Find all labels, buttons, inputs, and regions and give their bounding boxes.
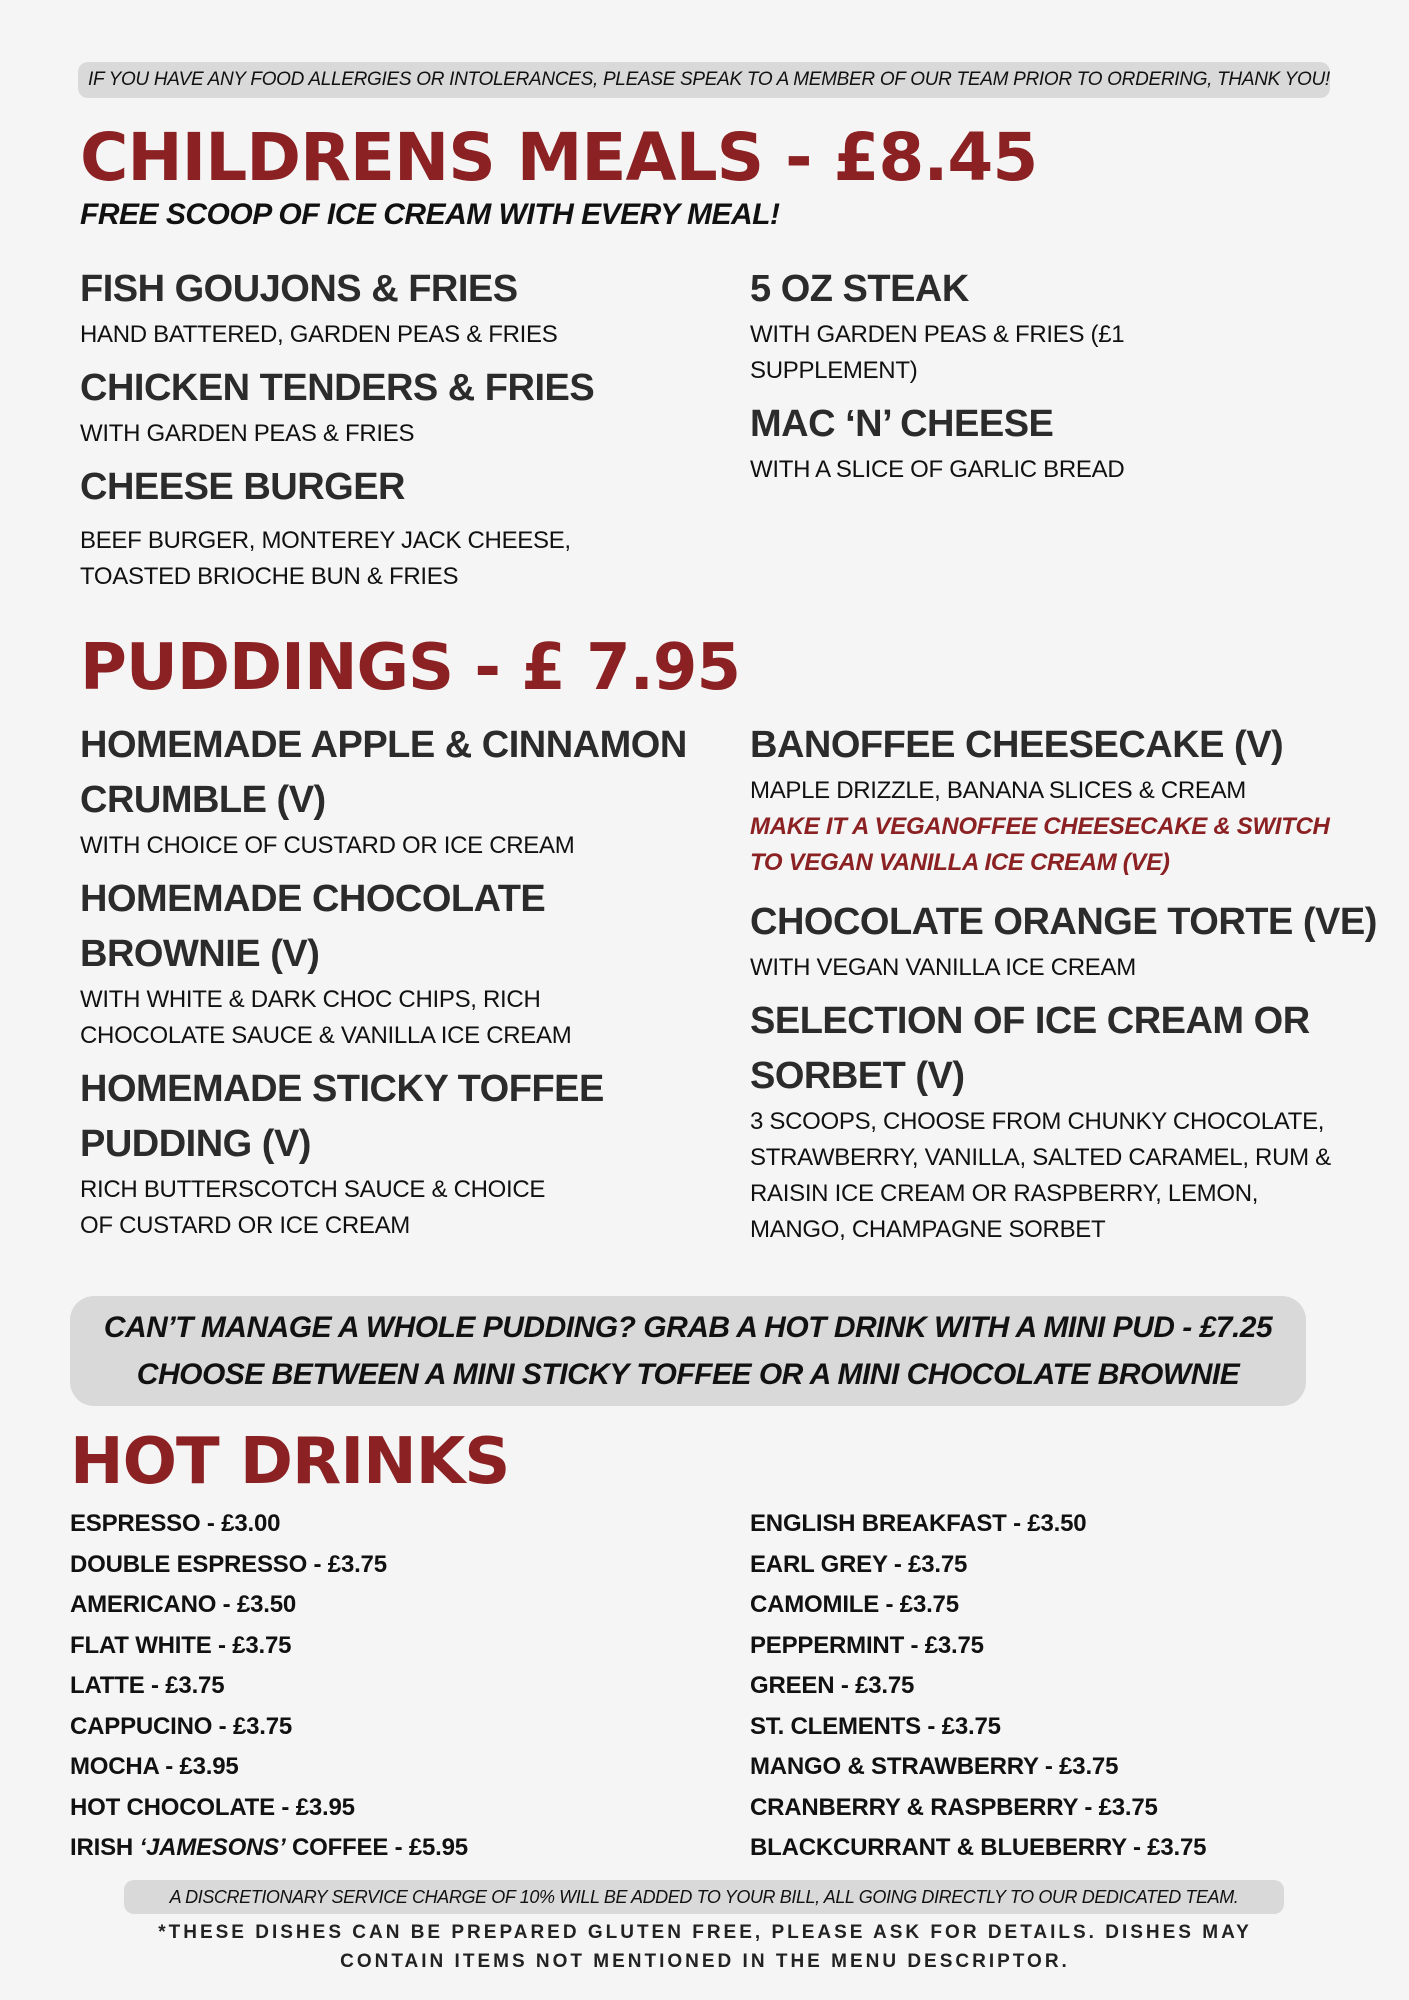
coffee-list	[70, 1504, 468, 1869]
menu-item-name: HOMEMADE CHOCOLATE BROWNIE (V)	[80, 878, 546, 975]
drink-item: ST. CLEMENTS - £3.75	[750, 1712, 1001, 1740]
childrens-right-column	[750, 262, 1390, 496]
menu-item-desc: MAPLE DRIZZLE, BANANA SLICES & CREAM	[750, 777, 1247, 804]
menu-item-desc: 3 SCOOPS, CHOOSE FROM CHUNKY CHOCOLATE, STRAWBERRY, VANILLA, SALTED CARAMEL, RUM & RAISIN ICE CREAM OR RASPBERRY, LEMON, MANGO, CHAMPAGNE SORBET	[750, 1108, 1331, 1243]
menu-item-desc: WITH GARDEN PEAS & FRIES	[80, 420, 415, 447]
vegan-option-note: MAKE IT A VEGANOFFEE CHEESECAKE & SWITCH TO VEGAN VANILLA ICE CREAM (VE)	[750, 813, 1330, 876]
mini-pud-line1: CAN’T MANAGE A WHOLE PUDDING? GRAB A HOT DRINK WITH A MINI PUD - £7.25	[103, 1311, 1273, 1344]
menu-item-desc: RICH BUTTERSCOTCH SAUCE & CHOICE OF CUSTARD OR ICE CREAM	[80, 1176, 546, 1239]
menu-item-name: FISH GOUJONS & FRIES	[80, 268, 518, 310]
drink-item: PEPPERMINT - £3.75	[750, 1631, 984, 1659]
childrens-left-column	[80, 262, 720, 603]
menu-item-desc: WITH VEGAN VANILLA ICE CREAM	[750, 954, 1136, 981]
drink-item: CAMOMILE - £3.75	[750, 1591, 959, 1618]
drink-item: HOT CHOCOLATE - £3.95	[70, 1793, 355, 1821]
drink-item: CAPPUCINO - £3.75	[70, 1712, 293, 1740]
drink-item: ESPRESSO - £3.00	[70, 1510, 281, 1537]
childrens-meals-subtitle: FREE SCOOP OF ICE CREAM WITH EVERY MEAL!	[80, 198, 780, 231]
menu-item-desc: HAND BATTERED, GARDEN PEAS & FRIES	[80, 321, 558, 348]
menu-item-name: HOMEMADE STICKY TOFFEE PUDDING (V)	[80, 1068, 604, 1165]
drink-item: ENGLISH BREAKFAST - £3.50	[750, 1510, 1087, 1537]
tea-list	[750, 1504, 1206, 1869]
menu-item-desc: WITH WHITE & DARK CHOC CHIPS, RICH CHOCOLATE SAUCE & VANILLA ICE CREAM	[80, 986, 572, 1049]
drink-item: CRANBERRY & RASPBERRY - £3.75	[750, 1793, 1158, 1821]
drink-item: BLACKCURRANT & BLUEBERRY - £3.75	[750, 1834, 1207, 1861]
hot-drinks-title: HOT DRINKS	[70, 1425, 510, 1499]
puddings-title: PUDDINGS - £ 7.95	[80, 631, 740, 705]
drink-item: MOCHA - £3.95	[70, 1753, 239, 1780]
mini-pud-line2: CHOOSE BETWEEN A MINI STICKY TOFFEE OR A MINI CHOCOLATE BROWNIE	[136, 1358, 1240, 1391]
menu-item-name: BANOFFEE CHEESECAKE (V)	[750, 724, 1284, 766]
menu-item-desc: WITH A SLICE OF GARLIC BREAD	[750, 456, 1125, 483]
gluten-free-note: *THESE DISHES CAN BE PREPARED GLUTEN FREE, PLEASE ASK FOR DETAILS. DISHES MAY CONTAIN ITEMS NOT MENTIONED IN THE MENU DESCRIPTOR.	[158, 1922, 1252, 1972]
menu-item-name: SELECTION OF ICE CREAM OR SORBET (V)	[750, 1000, 1310, 1097]
drink-item: DOUBLE ESPRESSO - £3.75	[70, 1550, 387, 1578]
menu-item-desc: WITH GARDEN PEAS & FRIES (£1 SUPPLEMENT)	[750, 321, 1125, 384]
menu-item-name: HOMEMADE APPLE & CINNAMON CRUMBLE (V)	[80, 724, 687, 821]
menu-item-name: CHEESE BURGER	[80, 466, 405, 508]
menu-item-desc: WITH CHOICE OF CUSTARD OR ICE CREAM	[80, 832, 575, 859]
menu-item-desc: BEEF BURGER, MONTEREY JACK CHEESE, TOASTED BRIOCHE BUN & FRIES	[80, 527, 571, 590]
menu-item-name: MAC ‘N’ CHEESE	[750, 403, 1054, 445]
childrens-meals-title: CHILDRENS MEALS - £8.45	[80, 119, 1038, 196]
mini-pud-banner	[70, 1296, 1306, 1406]
drink-item: FLAT WHITE - £3.75	[70, 1631, 292, 1659]
puddings-right-column	[750, 718, 1390, 1256]
service-charge-notice: A DISCRETIONARY SERVICE CHARGE OF 10% WILL BE ADDED TO YOUR BILL, ALL GOING DIRECTLY TO OUR DEDICATED TEAM.	[124, 1880, 1284, 1914]
menu-item-name: 5 OZ STEAK	[750, 268, 969, 310]
menu-item-name: CHICKEN TENDERS & FRIES	[80, 367, 595, 409]
puddings-left-column	[80, 718, 700, 1252]
allergy-notice: IF YOU HAVE ANY FOOD ALLERGIES OR INTOLERANCES, PLEASE SPEAK TO A MEMBER OF OUR TEAM PRIOR TO ORDERING, THANK YOU!	[78, 62, 1330, 98]
drink-item: IRISH ‘JAMESONS’ COFFEE - £5.95	[70, 1834, 468, 1861]
drink-item: AMERICANO - £3.50	[70, 1591, 296, 1618]
drink-item: MANGO & STRAWBERRY - £3.75	[750, 1753, 1119, 1780]
drink-item: EARL GREY - £3.75	[750, 1550, 968, 1578]
menu-item-name: CHOCOLATE ORANGE TORTE (VE)	[750, 901, 1377, 943]
drink-item: LATTE - £3.75	[70, 1672, 225, 1699]
drink-item: GREEN - £3.75	[750, 1672, 915, 1699]
